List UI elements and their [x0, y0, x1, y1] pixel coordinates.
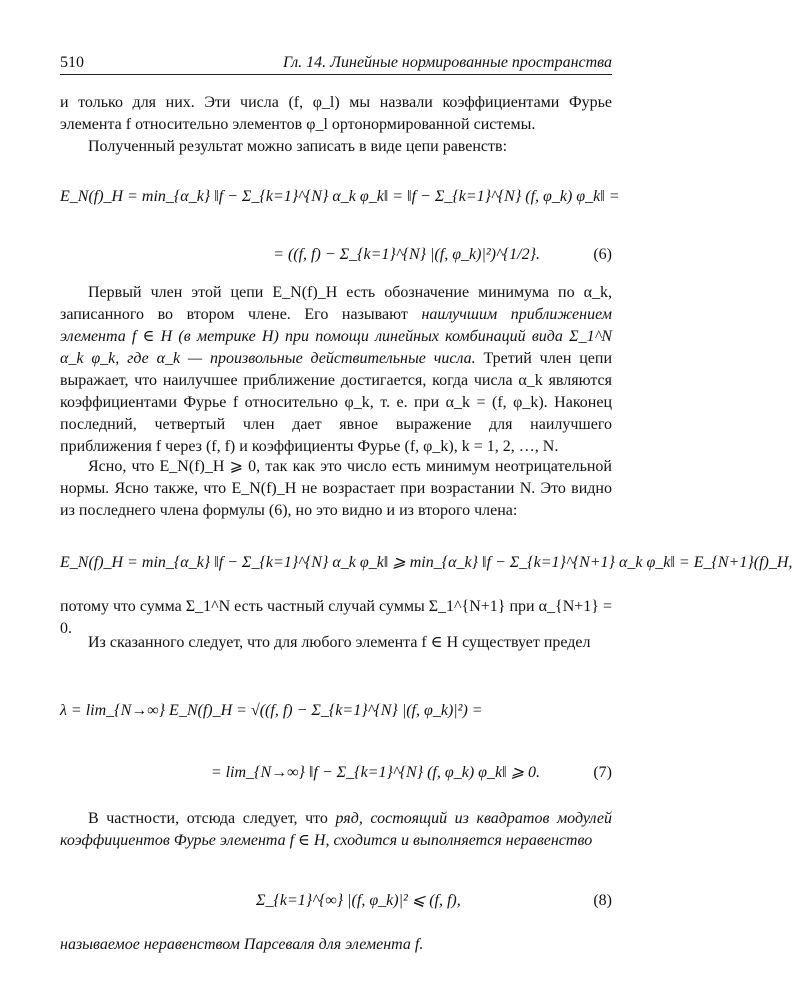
theorem-text: ряд, состоящий из квадратов модулей коэффициентов Фурье элемента f ∈ H, сходится и выполняется неравенство — [60, 810, 612, 849]
paragraph-text: В частности, отсюда следует, что — [88, 810, 336, 827]
equation-text: = ((f, f) − Σ_{k=1}^{N} |(f, φ_k)|²)^{1/2}. — [273, 246, 540, 263]
equation-text: λ = lim_{N→∞} E_N(f)_H = √((f, f) − Σ_{k=1}^{N} |(f, φ_k)|²) = — [60, 702, 483, 719]
paragraph-text: Третий член цепи выражает, что наилучшее приближение достигается, когда числа α_k являются коэффициентами Фурье f относительно φ_k, т. е. при α_k = (f, φ_k). Наконец последний, четвертый член дает явное выражение для наилучшего приближения f через (f, f) и коэффициенты Фурье (f, φ_k), k = 1, 2, …, N. — [60, 350, 613, 455]
paragraph-4 — [60, 456, 612, 522]
equation-chain — [60, 534, 792, 594]
paragraph-text: потому что сумма Σ_1^N есть частный случай суммы Σ_1^{N+1} при α_{N+1} = 0. — [60, 598, 612, 637]
running-title: Гл. 14. Линейные нормированные пространства — [282, 54, 612, 71]
equation-text: E_N(f)_H = min_{α_k} ‖f − Σ_{k=1}^{N} α_k φ_k‖ ⩾ min_{α_k} ‖f − Σ_{k=1}^{N+1} α_k φ_k‖ = E_{N+1}(f)_H, — [60, 554, 792, 571]
equation-number: (7) — [593, 764, 612, 781]
paragraph-3 — [60, 282, 612, 458]
paragraph-text: Полученный результат можно записать в виде цепи равенств: — [88, 138, 508, 155]
paragraph-text: Ясно, что E_N(f)_H ⩾ 0, так как это число есть минимум неотрицательной нормы. Ясно также, что E_N(f)_H не возрастает при возрастании N. Это видно из последнего члена формулы (6), но это видно и из второго члена: — [60, 458, 612, 519]
equation-text: Σ_{k=1}^{∞} |(f, φ_k)|² ⩽ (f, f), — [256, 892, 461, 909]
paragraph-1 — [60, 92, 612, 136]
equation-number: (8) — [593, 892, 612, 909]
definition-text: наилучшим приближением элемента f ∈ H (в метрике H) при помощи линейных комбинаций вида Σ_1^N α_k φ_k, где α_k — произвольные действительные числа. — [60, 306, 613, 367]
equation-8 — [60, 870, 612, 930]
paragraph-text: Первый член этой цепи E_N(f)_H есть обозначение минимума по α_k, записанного во втором члене. Его называют — [60, 284, 612, 323]
paragraph-text: называемое неравенством Парсеваля для элемента f. — [60, 936, 424, 953]
equation-text: = lim_{N→∞} ‖f − Σ_{k=1}^{N} (f, φ_k) φ_k‖ ⩾ 0. — [210, 764, 540, 781]
paragraph-7 — [60, 808, 612, 852]
equation-6-line-1 — [60, 168, 620, 228]
paragraph-2 — [60, 136, 612, 158]
equation-7-line-2 — [60, 748, 612, 808]
page-header — [60, 52, 612, 75]
paragraph-6 — [60, 632, 612, 654]
paragraph-text: Из сказанного следует, что для любого элемента f ∈ H существует предел — [88, 634, 591, 651]
paragraph-text: и только для них. Эти числа (f, φ_l) мы назвали коэффициентами Фурье элемента f относительно элементов φ_l ортонормированной системы. — [60, 94, 612, 133]
paragraph-8 — [60, 934, 612, 956]
equation-number: (6) — [593, 246, 612, 263]
equation-7-line-1 — [60, 682, 612, 742]
equation-text: E_N(f)_H = min_{α_k} ‖f − Σ_{k=1}^{N} α_k φ_k‖ = ‖f − Σ_{k=1}^{N} (f, φ_k) φ_k‖ = — [60, 188, 620, 205]
page-number: 510 — [60, 54, 84, 71]
